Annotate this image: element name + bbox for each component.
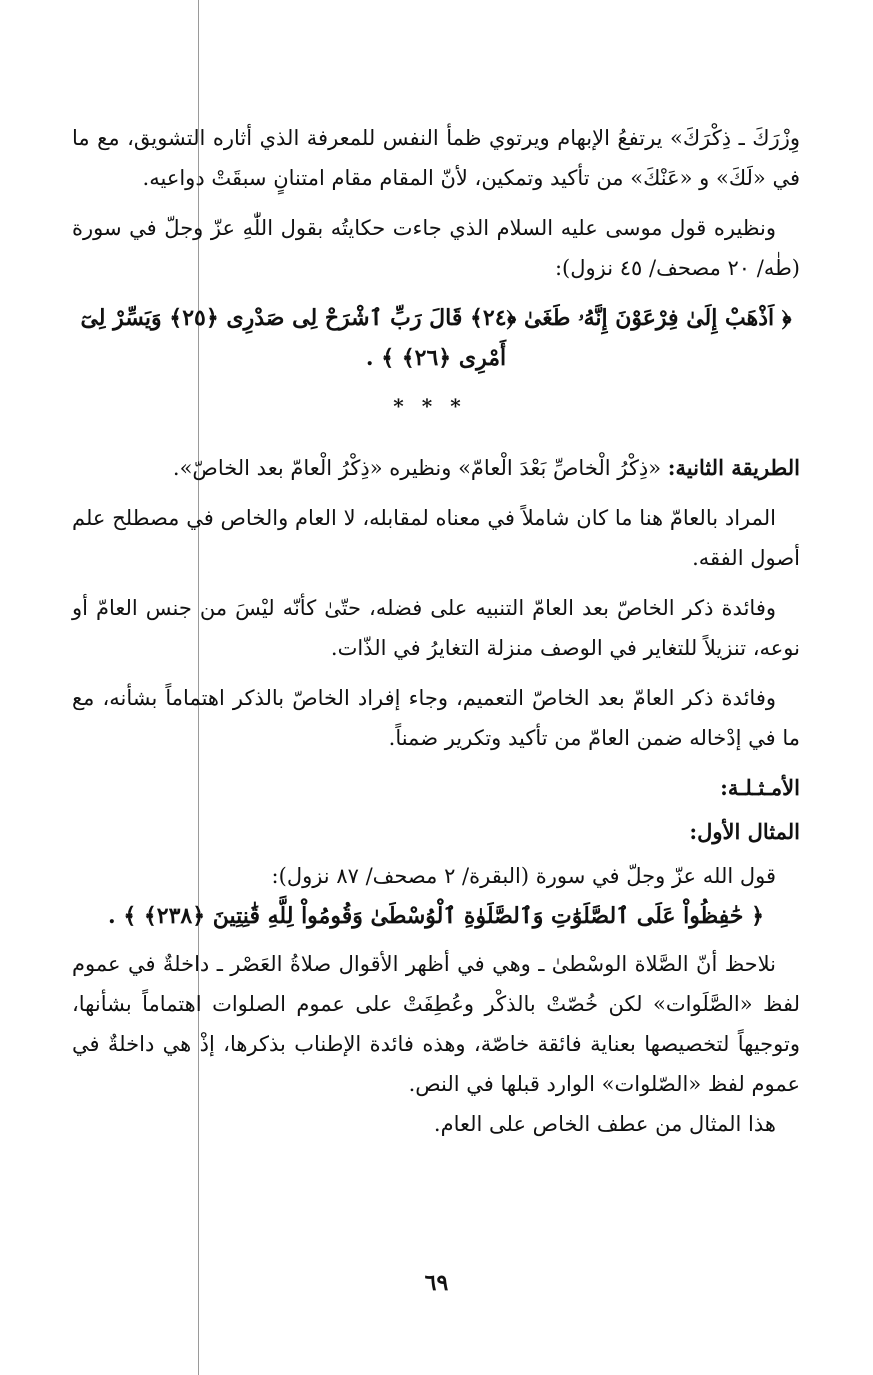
- paragraph-conclusion: هذا المثال من عطف الخاص على العام.: [433, 1112, 776, 1136]
- paragraph-moses-example: ونظيره قول موسى عليه السلام الذي جاءت حكايتُه بقول اللّٰهِ عزّ وجلّ في سورة (طٰه/ ٢٠ مصحف/ ٤٥ نزول):: [72, 216, 800, 280]
- paragraph-middle-prayer: نلاحظ أنّ الصَّلاة الوسْطىٰ ـ وهي في أظهر الأقوال صلاةُ العَصْر ـ داخلةٌ في عموم لفظ «الصَّلَوات» لكن خُصّتْ بالذكْر وعُطِفَتْ على عموم الصلوات اهتماماً بشأنها، وتوجيهاً لتخصيصها بعناية فائقة خاصّة، وهذه فائدة الإطناب بذكرها، إذْ هي داخلةٌ في عموم لفظ «الصّلوات» الوارد قبلها في النص.: [72, 952, 800, 1096]
- method-two-paragraph: [72, 448, 800, 488]
- paragraph-continuation: وِزْرَكَ ـ ذِكْرَكَ» يرتفعُ الإبهام ويرتوي ظمأ النفس للمعرفة الذي أثاره التشويق، مع ما في «لَكَ» و «عَنْكَ» من تأكيد وتمكين، لأنّ المقام مقام امتنانٍ سبقَتْ دواعيه.: [72, 126, 800, 190]
- paragraph-general-after-specific: وفائدة ذكر العامّ بعد الخاصّ التعميم، وجاء إفراد الخاصّ بالذكر اهتماماً بشأنه، مع ما في إدْخاله ضمن العامّ من تأكيد وتكرير ضمناً.: [72, 686, 800, 750]
- method-two-text: «ذِكْرُ الْخاصِّ بَعْدَ الْعامّ» ونظيره «ذِكْرُ الْعامّ بعد الخاصّ».: [172, 456, 668, 480]
- page-number: ٦٩: [424, 1270, 449, 1296]
- quran-verse-taha: ﴿ اَذْهَبْ إِلَىٰ فِرْعَوْنَ إِنَّهُۥ طَغَىٰ ﴿٢٤﴾ قَالَ رَبِّ ٱشْرَحْ لِى صَدْرِى ﴿٢٥﴾ وَيَسِّرْ لِىٓ أَمْرِى ﴿٢٦﴾ ﴾ .: [80, 305, 792, 371]
- paragraph-specific-after-general: وفائدة ذكر الخاصّ بعد العامّ التنبيه على فضله، حتّىٰ كأنّه ليْسَ من جنس العامّ أو نوعه، تنزيلاً للتغاير في الوصف منزلة التغايرُ في الذّات.: [72, 596, 800, 660]
- paragraph-general-meaning: المراد بالعامّ هنا ما كان شاملاً في معناه لمقابله، لا العام والخاص في مصطلح علم أصول الفقه.: [72, 506, 800, 570]
- example-one-heading: المثال الأول:: [689, 819, 800, 844]
- paragraph-baqarah-intro: قول الله عزّ وجلّ في سورة (البقرة/ ٢ مصحف/ ٨٧ نزول):: [271, 864, 776, 888]
- book-page-text: [72, 118, 800, 1154]
- method-two-title: الطريقة الثانية:: [667, 455, 800, 480]
- examples-heading: الأمـثـلـة:: [720, 775, 800, 800]
- quran-verse-baqarah: ﴿ حَٰفِظُواْ عَلَى ٱلصَّلَوَٰتِ وَٱلصَّلَوٰةِ ٱلْوُسْطَىٰ وَقُومُواْ لِلَّهِ قَٰنِتِينَ ﴿٢٣٨﴾ ﴾ .: [108, 903, 764, 929]
- section-separator-stars: ***: [393, 394, 479, 418]
